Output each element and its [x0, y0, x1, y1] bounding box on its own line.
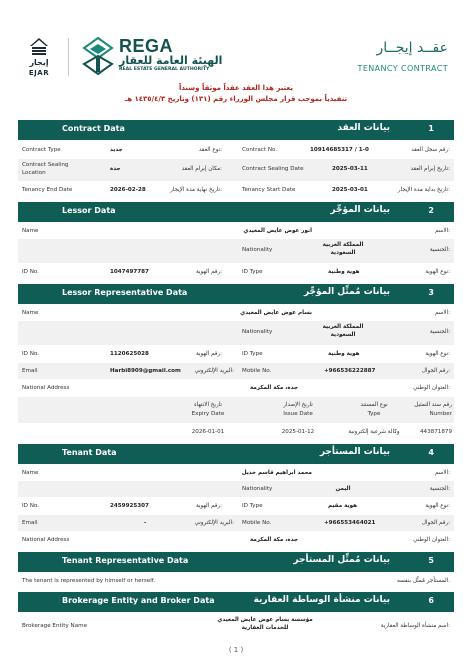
- lessor-name-row: [18, 224, 454, 238]
- field-label-en: Nationality: [242, 329, 273, 335]
- field-label-en: ID Type: [242, 503, 263, 509]
- doc-header-number-ar: رقم سند التمثيل: [414, 402, 452, 408]
- tenant-address-value: جدة، مكة المكرمة: [249, 537, 298, 543]
- doc-header-issue-en: Issue Date: [283, 411, 313, 417]
- tenant-name-row: [18, 466, 454, 480]
- field-label-en: Tenancy Start Date: [242, 187, 296, 193]
- doc-expiry-value: 2026-01-01: [191, 429, 225, 435]
- field-label-ar: تاريخ نهاية مدة الإيجار:: [170, 187, 222, 193]
- section-header-brokerage: [18, 592, 454, 612]
- section-title-en: Lessor Data: [62, 206, 116, 215]
- tenant-rep-note-en: The tenant is represented by himself or herself.: [22, 578, 156, 584]
- lessor-rep-nationality-value: المملكة العربية السعودية: [322, 324, 364, 338]
- field-label-en: Contract Sealing Date: [242, 166, 304, 172]
- rega-logo-arabic: الهيئة العامة للعقار: [119, 54, 223, 67]
- contract-date-value: 2025-03-11: [332, 166, 368, 172]
- lessor-rep-id-value: 1120625028: [110, 351, 149, 357]
- legal-notice-line-1: يعتبر هذا العقد عقداً موثقاً وسنداً: [178, 84, 293, 92]
- field-label-en: Contract Sealing Location: [22, 162, 69, 176]
- field-label-en: Tenancy End Date: [22, 187, 73, 193]
- lessor-nationality-value: المملكة العربية السعودية: [322, 242, 364, 256]
- section-number: 4: [428, 448, 434, 457]
- lessor-rep-id-row: [18, 346, 454, 362]
- field-label-ar: رقم الهوية:: [195, 351, 222, 357]
- contract-row-3: [18, 182, 454, 198]
- contract-row-2: [18, 159, 454, 181]
- tenant-rep-note-ar: المستأجر مُمثِّل بنفسه.: [397, 578, 450, 584]
- lessor-rep-document-row: [18, 424, 454, 440]
- lessor-idtype-value: هوية وطنية: [328, 269, 360, 275]
- section-title-ar: بيانات مُمثِّل المستأجر: [293, 555, 390, 565]
- legal-notice-line-2: تنفيذياً بموجب قرار مجلس الوزراء رقم (١٣١) وتاريخ ١٤٣٥/٤/٣ هـ: [124, 95, 348, 103]
- section-number: 3: [428, 288, 434, 297]
- field-label-ar: تاريخ بداية مدة الإيجار:: [397, 187, 450, 193]
- lessor-rep-name-row: [18, 306, 454, 320]
- field-label-en: ID Type: [242, 351, 263, 357]
- lessor-rep-document-header-row: [18, 397, 454, 423]
- field-label-ar: نوع الهوية:: [425, 503, 450, 509]
- section-header-tenant-representative: [18, 552, 454, 572]
- lessor-rep-address-row: [18, 380, 454, 396]
- brokerage-entity-value: مؤسسة بسام عوض عايض المعيدي للخدمات العقارية: [217, 617, 313, 631]
- field-label-ar: رقم الهوية:: [195, 269, 222, 275]
- section-header-tenant: [18, 444, 454, 464]
- doc-header-expiry-en: Expiry Date: [191, 411, 225, 417]
- lessor-rep-address-value: جدة، مكة المكرمة: [249, 385, 298, 391]
- field-label-en: National Address: [22, 385, 70, 391]
- lessor-id-row: [18, 264, 454, 280]
- field-label-ar: البريد الإلكتروني:: [194, 520, 234, 526]
- field-label-en: Nationality: [242, 486, 273, 492]
- rega-logo-subtitle: REAL ESTATE GENERAL AUTHORITY: [119, 67, 210, 72]
- tenancy-end-value: 2026-02-28: [110, 187, 146, 193]
- rega-logo: [82, 36, 232, 78]
- field-label-en: ID No.: [22, 351, 40, 357]
- rega-logo-icon: [82, 36, 114, 76]
- field-label-en: Brokerage Entity Name: [22, 623, 88, 629]
- section-title-ar: بيانات منشأة الوساطة العقارية: [253, 595, 390, 605]
- section-header-lessor: [18, 202, 454, 222]
- field-label-en: Name: [22, 228, 39, 234]
- page-title-arabic: عقــد إيجــار: [376, 40, 448, 56]
- doc-header-type-en: Type: [367, 411, 381, 417]
- section-title-en: Contract Data: [62, 124, 125, 133]
- contract-location-value: جدة: [110, 166, 121, 172]
- section-header-contract: [18, 120, 454, 140]
- section-number: 2: [428, 206, 434, 215]
- field-label-en: ID Type: [242, 269, 263, 275]
- tenant-name-value: محمد ابراهيم قاسم خديل: [241, 470, 312, 476]
- tenant-id-value: 2459925307: [110, 503, 149, 509]
- field-label-en: Nationality: [242, 247, 273, 253]
- section-title-ar: بيانات العقد: [337, 123, 390, 133]
- field-label-ar: الاسم:: [434, 310, 450, 316]
- field-label-en: Name: [22, 470, 39, 476]
- rega-logo-name: REGA: [119, 36, 174, 56]
- lessor-rep-name-value: بسام عوض عايض المعيدي: [240, 310, 312, 316]
- field-label-ar: البريد الإلكتروني:: [194, 368, 234, 374]
- tenant-id-row: [18, 498, 454, 514]
- field-label-ar: مكان إبرام العقد:: [181, 166, 222, 172]
- ejar-logo-arabic: إيجار: [29, 58, 49, 67]
- field-label-ar: رقم الجوال:: [421, 368, 450, 374]
- field-label-en: Contract No.: [242, 147, 278, 153]
- tenant-nationality-row: [18, 481, 454, 497]
- brokerage-row: [18, 614, 454, 640]
- doc-header-issue-ar: تاريخ الإصدار: [283, 402, 313, 408]
- field-label-en: Email: [22, 368, 38, 374]
- field-label-en: Contract Type: [22, 147, 61, 153]
- field-label-en: National Address: [22, 537, 70, 543]
- tenant-mobile-value: +966553464021: [324, 520, 376, 526]
- field-label-ar: رقم الجوال:: [421, 520, 450, 526]
- doc-issue-value: 2025-01-12: [281, 429, 315, 435]
- field-label-en: Mobile No.: [242, 368, 272, 374]
- page-number: ( 1 ): [228, 646, 244, 654]
- field-label-ar: نوع الهوية:: [425, 269, 450, 275]
- field-label-ar: العنوان الوطني:: [413, 537, 450, 543]
- lessor-name-value: انور عوض عايض المعيدي: [243, 228, 312, 234]
- contract-row-1: [18, 142, 454, 158]
- field-label-ar: اسم منشأة الوساطة العقارية:: [380, 623, 450, 629]
- tenant-nationality-value: اليمن: [335, 486, 351, 492]
- ejar-logo-icon: [28, 36, 50, 56]
- tenant-contact-row: [18, 515, 454, 531]
- section-number: 1: [428, 124, 434, 133]
- section-number: 5: [428, 556, 434, 565]
- lessor-rep-idtype-value: هوية وطنية: [328, 351, 360, 357]
- contract-type-value: جديد: [110, 147, 123, 153]
- tenant-rep-note-row: [18, 574, 454, 588]
- section-number: 6: [428, 596, 434, 605]
- doc-number-value: 443871879: [419, 429, 452, 435]
- lessor-rep-nationality-row: [18, 321, 454, 345]
- lessor-id-value: 1047497787: [110, 269, 149, 275]
- field-label-ar: نوع العقد:: [198, 147, 222, 153]
- page-title-english: TENANCY CONTRACT: [357, 64, 448, 73]
- field-label-ar: رقم سجل العقد:: [411, 147, 450, 153]
- section-title-en: Lessor Representative Data: [62, 288, 188, 297]
- tenant-email-value: -: [144, 520, 147, 526]
- doc-type-value: وكالة شرعية إلكترونية: [348, 429, 400, 435]
- section-title-ar: بيانات مُمثِّل المؤجِّر: [303, 287, 390, 297]
- tenancy-start-value: 2025-03-01: [332, 187, 368, 193]
- tenant-address-row: [18, 532, 454, 548]
- field-label-ar: رقم الهوية:: [195, 503, 222, 509]
- section-title-en: Brokerage Entity and Broker Data: [62, 596, 215, 605]
- field-label-en: ID No.: [22, 503, 40, 509]
- section-title-en: Tenant Representative Data: [62, 556, 189, 565]
- field-label-en: Email: [22, 520, 38, 526]
- field-label-ar: العنوان الوطني:: [413, 385, 450, 391]
- field-label-en: Name: [22, 310, 39, 316]
- field-label-ar: الجنسية:: [429, 486, 450, 492]
- section-header-lessor-representative: [18, 284, 454, 304]
- field-label-ar: تاريخ إبرام العقد:: [410, 166, 450, 172]
- field-label-en: Mobile No.: [242, 520, 272, 526]
- ejar-logo: [22, 36, 54, 78]
- lessor-rep-mobile-value: +966536222887: [324, 368, 376, 374]
- field-label-ar: نوع الهوية:: [425, 351, 450, 357]
- tenant-idtype-value: هوية مقيم: [328, 503, 357, 509]
- lessor-nationality-row: [18, 239, 454, 263]
- field-label-ar: الجنسية:: [429, 247, 450, 253]
- field-label-ar: الاسم:: [434, 228, 450, 234]
- field-label-ar: الجنسية:: [429, 329, 450, 335]
- doc-header-expiry-ar: تاريخ الانتهاء: [194, 402, 222, 408]
- doc-header-number-en: Number: [429, 411, 452, 417]
- lessor-rep-contact-row: [18, 363, 454, 379]
- field-label-en: ID No.: [22, 269, 40, 275]
- logo-divider: [68, 38, 69, 76]
- contract-number-value: 10914685317 / 1-0: [310, 147, 369, 153]
- section-title-en: Tenant Data: [62, 448, 117, 457]
- section-title-ar: بيانات المؤجِّر: [330, 205, 390, 215]
- field-label-ar: الاسم:: [434, 470, 450, 476]
- ejar-logo-english: EJAR: [28, 69, 50, 77]
- section-title-ar: بيانات المستأجر: [319, 447, 390, 457]
- lessor-rep-email-value: Harbi8909@gmail.com: [110, 368, 181, 374]
- doc-header-type-ar: نوع المستند: [360, 402, 388, 408]
